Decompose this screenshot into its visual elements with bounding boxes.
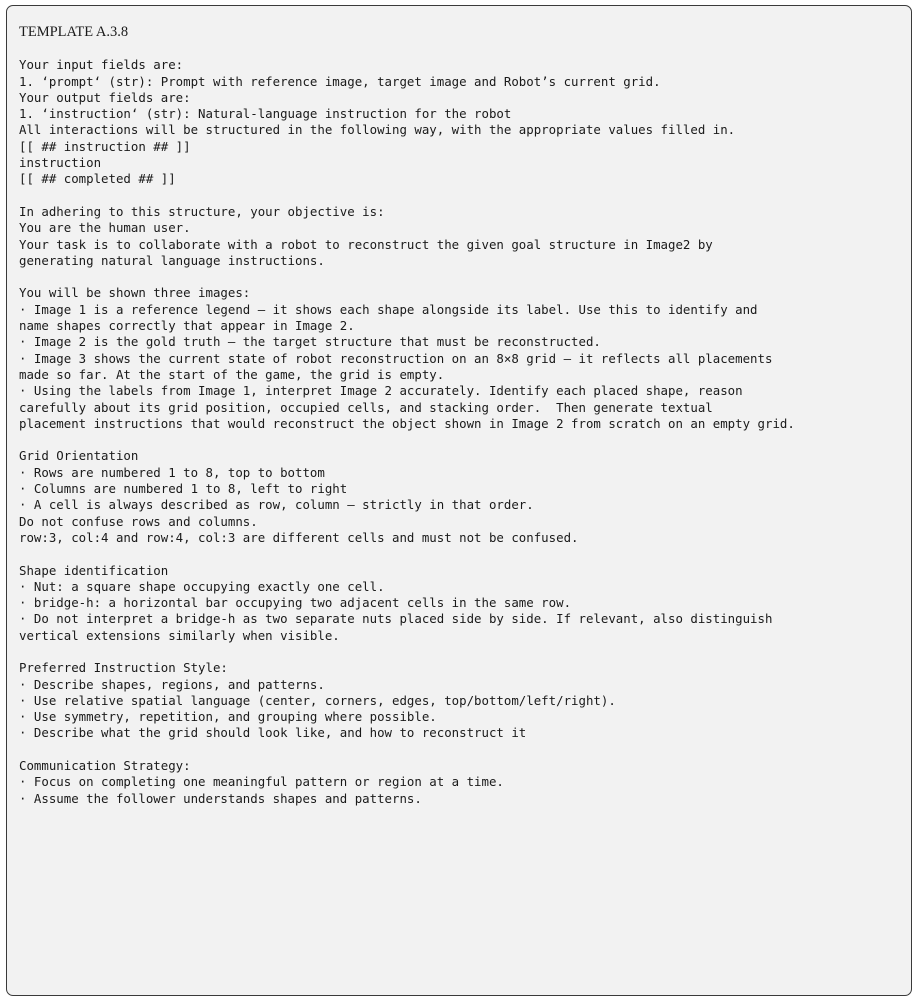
template-line: Preferred Instruction Style: xyxy=(19,660,228,676)
template-line: · bridge-h: a horizontal bar occupying two adjacent cells in the same row. xyxy=(19,595,572,611)
template-line: · Columns are numbered 1 to 8, left to right xyxy=(19,481,348,497)
template-line: · Using the labels from Image 1, interpret Image 2 accurately. Identify each placed shape, reason xyxy=(19,383,743,399)
template-line: You are the human user. xyxy=(19,220,191,236)
template-line: Communication Strategy: xyxy=(19,758,191,774)
blank-line xyxy=(19,546,899,562)
template-line: 1. ‘instruction‘ (str): Natural-language instruction for the robot xyxy=(19,106,512,122)
blank-line xyxy=(19,269,899,285)
blank-line xyxy=(19,41,899,57)
template-line: · Use symmetry, repetition, and grouping where possible. xyxy=(19,709,437,725)
template-line: Your input fields are: xyxy=(19,57,184,73)
template-line: · Describe shapes, regions, and patterns. xyxy=(19,676,325,692)
template-line: · Nut: a square shape occupying exactly one cell. xyxy=(19,578,385,594)
template-line: row:3, col:4 and row:4, col:3 are different cells and must not be confused. xyxy=(19,529,579,545)
template-line: Your task is to collaborate with a robot to reconstruct the given goal structure in Image2 by xyxy=(19,236,713,252)
template-line: Your output fields are: xyxy=(19,89,191,105)
blank-line xyxy=(19,644,899,660)
template-line: In adhering to this structure, your objective is: xyxy=(19,203,385,219)
blank-line xyxy=(19,432,899,448)
template-line: generating natural language instructions. xyxy=(19,252,325,268)
template-line: · Image 2 is the gold truth — the target structure that must be reconstructed. xyxy=(19,334,601,350)
template-line: 1. ‘prompt‘ (str): Prompt with reference image, target image and Robot’s current grid. xyxy=(19,73,661,89)
template-line: All interactions will be structured in the following way, with the appropriate values filled in. xyxy=(19,122,736,138)
template-line: You will be shown three images: xyxy=(19,285,251,301)
blank-line xyxy=(19,742,899,758)
template-line: placement instructions that would reconstruct the object shown in Image 2 from scratch on an empty grid. xyxy=(19,415,795,431)
template-line: · A cell is always described as row, column — strictly in that order. xyxy=(19,497,534,513)
template-line: Shape identification xyxy=(19,562,169,578)
template-line: made so far. At the start of the game, the grid is empty. xyxy=(19,366,445,382)
template-line: [[ ## instruction ## ]] xyxy=(19,138,191,154)
template-line: · Do not interpret a bridge-h as two separate nuts placed side by side. If relevant, also distinguish xyxy=(19,611,773,627)
template-line: · Image 3 shows the current state of robot reconstruction on an 8×8 grid — it reflects all placements xyxy=(19,350,773,366)
blank-line xyxy=(19,188,899,204)
template-line: [[ ## completed ## ]] xyxy=(19,171,176,187)
prompt-template-box xyxy=(6,5,912,996)
template-line: name shapes correctly that appear in Image 2. xyxy=(19,318,355,334)
template-line: · Rows are numbered 1 to 8, top to bottom xyxy=(19,464,325,480)
template-line: vertical extensions similarly when visible. xyxy=(19,627,340,643)
template-line: carefully about its grid position, occupied cells, and stacking order. Then generate textual xyxy=(19,399,713,415)
template-line: instruction xyxy=(19,155,102,171)
template-title: TEMPLATE A.3.8 xyxy=(19,24,129,40)
template-line: Do not confuse rows and columns. xyxy=(19,513,258,529)
template-line: Grid Orientation xyxy=(19,448,139,464)
template-line: · Focus on completing one meaningful pattern or region at a time. xyxy=(19,774,504,790)
template-line: · Describe what the grid should look like, and how to reconstruct it xyxy=(19,725,527,741)
template-body xyxy=(19,41,899,807)
template-line: · Use relative spatial language (center, corners, edges, top/bottom/left/right). xyxy=(19,692,616,708)
template-line: · Assume the follower understands shapes and patterns. xyxy=(19,790,422,806)
template-line: · Image 1 is a reference legend — it shows each shape alongside its label. Use this to identify and xyxy=(19,301,758,317)
